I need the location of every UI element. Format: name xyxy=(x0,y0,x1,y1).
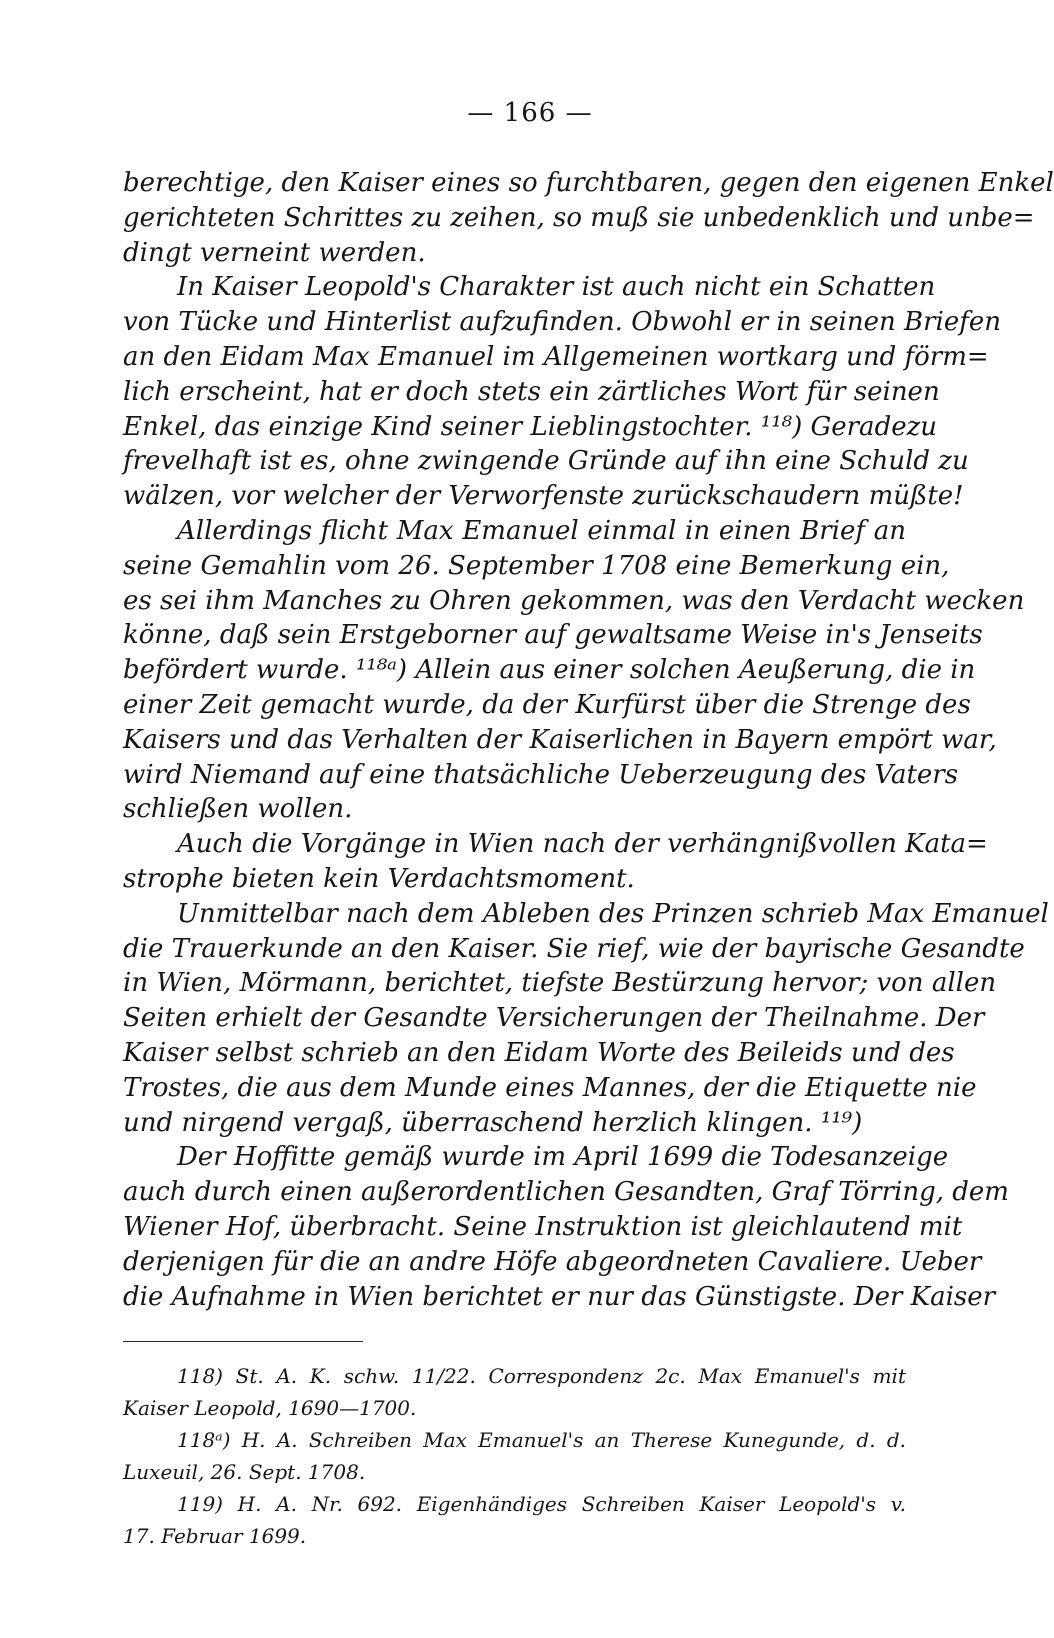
text-line: auch durch einen außerordentlichen Gesandten, Graf Törring, dem xyxy=(123,1177,1009,1208)
footnote-line: Luxeuil, 26. Sept. 1708. xyxy=(123,1460,366,1484)
text-line: Der Hoffitte gemäß wurde im April 1699 die Todesanzeige xyxy=(177,1142,949,1173)
text-line: wird Niemand auf eine thatsächliche Ueberzeugung des Vaters xyxy=(123,759,959,790)
footnote-line: Kaiser Leopold, 1690—1700. xyxy=(123,1396,417,1420)
body-text xyxy=(123,166,1054,1314)
text-line: lich erscheint, hat er doch stets ein zärtliches Wort für seinen xyxy=(123,376,940,407)
text-line: Seiten erhielt der Gesandte Versicherungen der Theilnahme. Der xyxy=(123,1003,985,1034)
text-line: in Wien, Mörmann, berichtet, tiefste Bestürzung hervor; von allen xyxy=(123,968,997,999)
footnote-line: 118ᵃ) H. A. Schreiben Max Emanuel's an Therese Kunegunde, d. d. xyxy=(177,1428,906,1452)
text-line: könne, daß sein Erstgeborner auf gewaltsame Weise in's Jenseits xyxy=(123,620,983,651)
text-line: schließen wollen. xyxy=(123,794,353,825)
text-line: dingt verneint werden. xyxy=(123,237,426,268)
text-line: Auch die Vorgänge in Wien nach der verhängnißvollen Kata= xyxy=(177,829,988,860)
page-number: — 166 — xyxy=(467,98,593,128)
text-line: Allerdings flicht Max Emanuel einmal in einen Brief an xyxy=(177,515,906,546)
text-line: seine Gemahlin vom 26. September 1708 eine Bemerkung ein, xyxy=(123,550,950,581)
text-line: Kaisers und das Verhalten der Kaiserlichen in Bayern empört war, xyxy=(123,724,997,755)
text-line: es sei ihm Manches zu Ohren gekommen, was den Verdacht wecken xyxy=(123,585,1025,616)
text-line: Unmittelbar nach dem Ableben des Prinzen schrieb Max Emanuel xyxy=(177,898,1049,929)
footnote-line: 119) H. A. Nr. 692. Eigenhändiges Schreiben Kaiser Leopold's v. xyxy=(177,1492,906,1516)
footnotes xyxy=(123,1360,906,1552)
text-line: von Tücke und Hinterlist aufzufinden. Obwohl er in seinen Briefen xyxy=(123,307,1001,338)
text-line: und nirgend vergaß, überraschend herzlich klingen. ¹¹⁹) xyxy=(123,1107,863,1138)
text-line: berechtige, den Kaiser eines so furchtbaren, gegen den eigenen Enkel xyxy=(123,168,1054,198)
text-line: derjenigen für die an andre Höfe abgeordneten Cavaliere. Ueber xyxy=(123,1246,982,1277)
text-line: die Trauerkunde an den Kaiser. Sie rief, wie der bayrische Gesandte xyxy=(123,933,1025,964)
text-line: an den Eidam Max Emanuel im Allgemeinen wortkarg und förm= xyxy=(123,341,989,372)
text-line: einer Zeit gemacht wurde, da der Kurfürst über die Strenge des xyxy=(123,689,971,720)
footnote-divider xyxy=(123,1341,363,1342)
text-line: befördert wurde. ¹¹⁸ᵃ) Allein aus einer solchen Aeußerung, die in xyxy=(123,655,976,686)
text-line: strophe bieten kein Verdachtsmoment. xyxy=(123,863,635,894)
text-line: gerichteten Schrittes zu zeihen, so muß sie unbedenklich und unbe= xyxy=(123,202,1035,233)
footnote-line: 17. Februar 1699. xyxy=(123,1524,307,1548)
text-line: Trostes, die aus dem Munde eines Mannes, der die Etiquette nie xyxy=(123,1072,977,1103)
text-line: frevelhaft ist es, ohne zwingende Gründe auf ihn eine Schuld zu xyxy=(123,446,969,477)
text-line: Enkel, das einzige Kind seiner Lieblingstochter. ¹¹⁸) Geradezu xyxy=(123,411,938,442)
text-line: Kaiser selbst schrieb an den Eidam Worte des Beileids und des xyxy=(123,1037,955,1068)
text-line: die Aufnahme in Wien berichtet er nur das Günstigste. Der Kaiser xyxy=(123,1281,996,1312)
text-line: In Kaiser Leopold's Charakter ist auch nicht ein Schatten xyxy=(177,272,936,303)
text-line: wälzen, vor welcher der Verworfenste zurückschaudern müßte! xyxy=(123,481,964,512)
text-line: Wiener Hof, überbracht. Seine Instruktion ist gleichlautend mit xyxy=(123,1211,963,1242)
footnote-line: 118) St. A. K. schw. 11/22. Correspondenz 2c. Max Emanuel's mit xyxy=(177,1364,906,1388)
